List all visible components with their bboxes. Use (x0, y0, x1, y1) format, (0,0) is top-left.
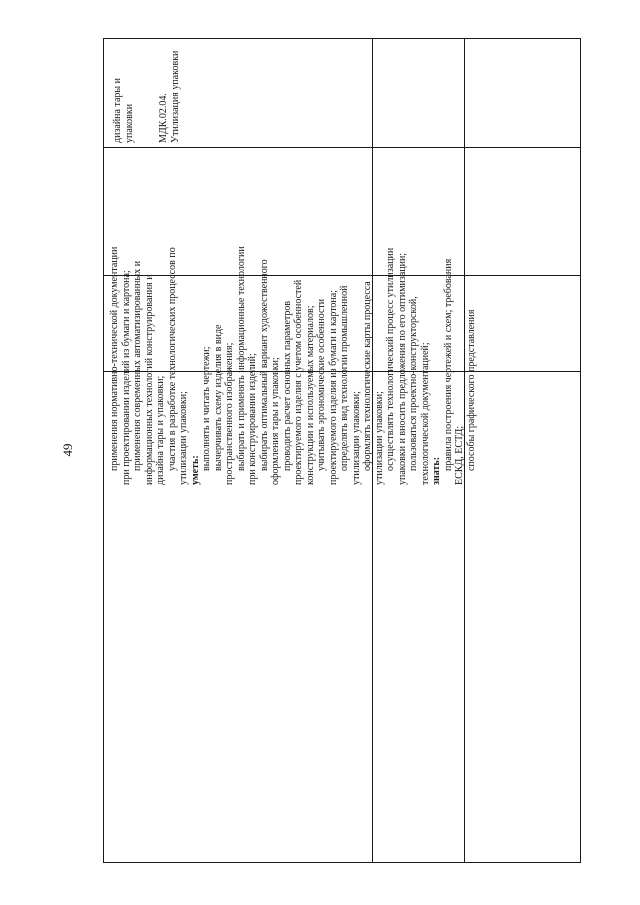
text-line: ЕСКД, ЕСТД; (454, 425, 465, 485)
text-line: осуществлять технологический процесс утилизации (385, 247, 396, 471)
text-line: участия в разработке технологических процессов по (166, 247, 178, 471)
text-line: проводить расчет основных параметров (281, 300, 293, 471)
text-line: Утилизация упаковки (169, 50, 181, 143)
text-line: правила построения чертежей и схем; требования (442, 258, 454, 471)
text-line: МДК.02.04. (158, 93, 169, 143)
text-line: пользоваться проектно-конструкторской, (408, 296, 419, 471)
text-line: проектируемого изделия из бумаги и картона; (327, 289, 339, 485)
text-line: оформления тары и упаковки; (270, 357, 281, 485)
text-line: дизайна тары и (112, 78, 123, 143)
text-line: применения нормативно-технической документации (109, 246, 120, 471)
text-line: при конструировании изделий; (247, 353, 258, 485)
text-line: выполнять и читать чертежи; (201, 346, 212, 471)
text-line: утилизации упаковки; (350, 391, 362, 485)
text-line: знать: (431, 456, 442, 485)
text-line: вычерчивать схему изделия в виде (212, 324, 224, 471)
text-line: оформлять технологические карты процесса (362, 281, 373, 471)
page-number: 49 (60, 443, 75, 457)
text-line: при проектировании изделий из бумаги и картона; (120, 270, 132, 485)
text-line: выбирать оптимальный вариант художественного (258, 259, 270, 471)
text-line: утилизации упаковки; (178, 391, 189, 485)
curriculum-table (103, 38, 581, 863)
text-line: проектируемого изделия с учетом особенностей (293, 279, 304, 485)
text-line: упаковки (123, 103, 135, 143)
text-line: учитывать эргономические особенности (316, 298, 327, 471)
row-divider (104, 147, 580, 148)
text-line: выбирать и применять информационные технологии (235, 246, 247, 471)
text-line: уметь: (189, 455, 201, 485)
text-line: информационных технологий конструирования и (143, 274, 155, 485)
text-line (135, 51, 147, 143)
text-line: применения современных автоматизированных и (132, 260, 143, 471)
text-line: определять вид технологии промышленной (339, 285, 350, 471)
text-line: утилизации упаковки; (373, 391, 385, 485)
text-line: конструкции и используемых материалов; (304, 305, 316, 485)
text-line (147, 51, 159, 143)
module-cell (112, 51, 181, 143)
text-line: дизайна тары и упаковки; (155, 375, 166, 485)
skills-knowledge-cell (109, 246, 477, 485)
text-line: способы графического представления (465, 309, 477, 471)
text-line: упаковки и вносить предложения по его оптимизации; (396, 252, 408, 485)
text-line: технологической документацией; (419, 342, 431, 485)
text-line: пространственного изображения; (224, 342, 235, 485)
